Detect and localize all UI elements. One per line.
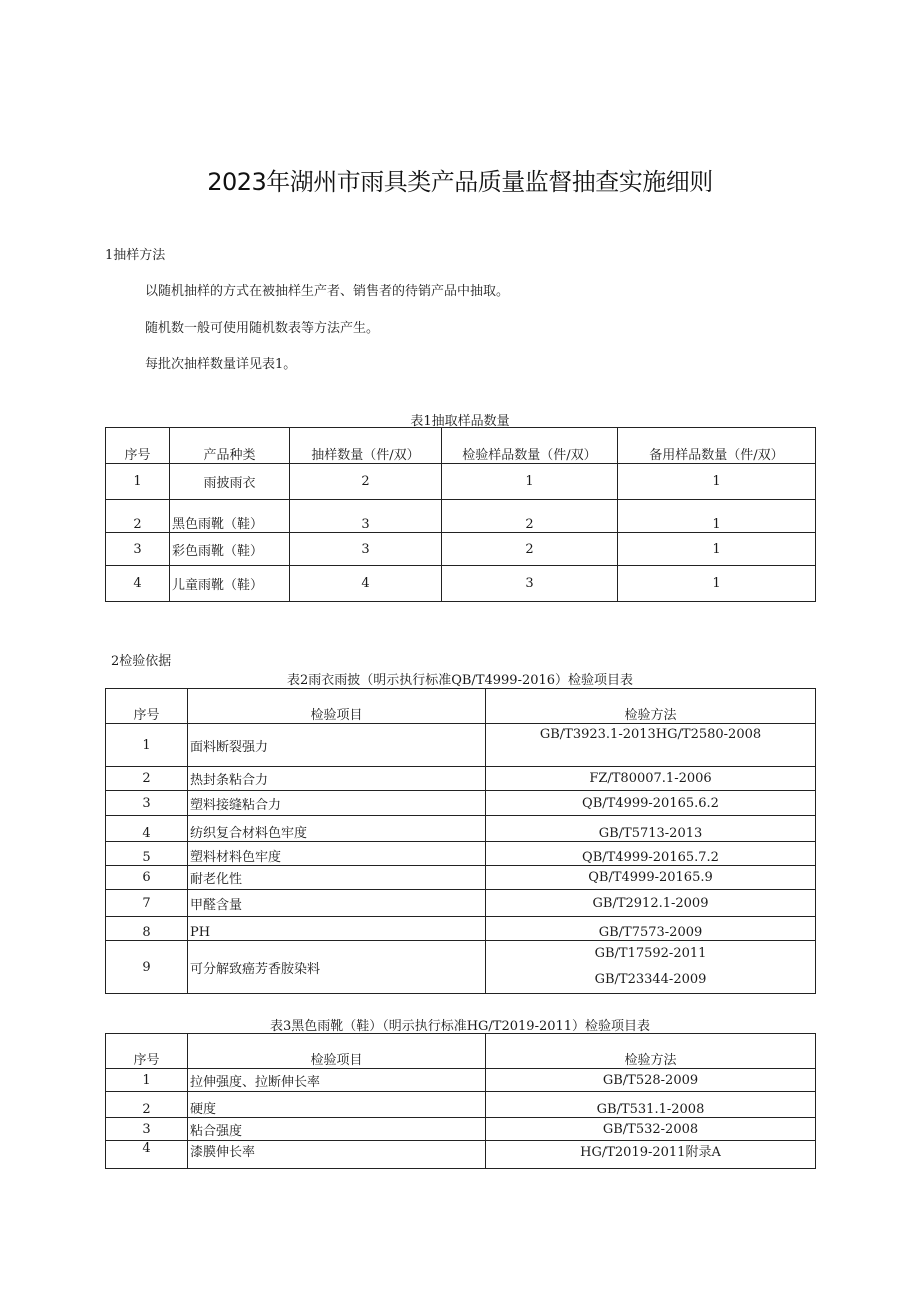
table-row xyxy=(106,1118,816,1141)
table-row xyxy=(106,767,816,791)
table-row xyxy=(106,464,816,500)
cell-test-item: 塑料接缝粘合力 xyxy=(188,791,486,816)
header-test-method: 检验方法 xyxy=(486,1034,816,1069)
cell-test-method: GB/T3923.1-2013HG/T2580-2008 xyxy=(486,724,816,767)
cell-test-item: 塑料材料色牢度 xyxy=(188,842,486,866)
cell-test-item: 拉伸强度、拉断伸长率 xyxy=(188,1069,486,1092)
cell-test-item: 甲醛含量 xyxy=(188,890,486,917)
method-line: GB/T23344-2009 xyxy=(594,972,707,987)
table-1-caption: 表1抽取样品数量 xyxy=(410,414,510,429)
document-title: 2023年湖州市雨具类产品质量监督抽查实施细则 xyxy=(207,168,713,196)
cell-test-method: FZ/T80007.1-2006 xyxy=(486,767,816,791)
cell-test-method: GB/T532-2008 xyxy=(486,1118,816,1141)
section-2-heading: 2检验依据 xyxy=(111,654,172,669)
cell-seq: 2 xyxy=(106,500,170,533)
cell-seq: 4 xyxy=(106,566,170,602)
cell-backup-qty: 1 xyxy=(618,500,816,533)
cell-test-item: 热封条粘合力 xyxy=(188,767,486,791)
header-seq: 序号 xyxy=(106,1034,188,1069)
cell-seq: 2 xyxy=(106,767,188,791)
cell-test-method xyxy=(486,941,816,994)
cell-seq: 8 xyxy=(106,917,188,941)
cell-test-item: 纺织复合材料色牢度 xyxy=(188,816,486,842)
cell-sampling-qty: 3 xyxy=(290,533,442,566)
cell-test-method: QB/T4999-20165.9 xyxy=(486,866,816,890)
cell-test-qty: 2 xyxy=(442,500,618,533)
cell-seq: 3 xyxy=(106,533,170,566)
table-row xyxy=(106,566,816,602)
table-row xyxy=(106,791,816,816)
cell-test-item: 漆膜伸长率 xyxy=(188,1141,486,1169)
cell-test-item: 可分解致癌芳香胺染料 xyxy=(188,941,486,994)
cell-test-method: QB/T4999-20165.6.2 xyxy=(486,791,816,816)
paragraph-random-number: 随机数一般可使用随机数表等方法产生。 xyxy=(145,321,380,336)
cell-seq: 1 xyxy=(106,724,188,767)
header-seq: 序号 xyxy=(106,689,188,724)
method-line: GB/T17592-2011 xyxy=(594,946,707,961)
cell-product: 黑色雨靴（鞋） xyxy=(170,500,290,533)
cell-test-method: GB/T2912.1-2009 xyxy=(486,890,816,917)
table-row xyxy=(106,1092,816,1118)
cell-test-qty: 2 xyxy=(442,533,618,566)
cell-test-item: 粘合强度 xyxy=(188,1118,486,1141)
cell-backup-qty: 1 xyxy=(618,566,816,602)
table-header-row xyxy=(106,1034,816,1069)
raincoat-test-items-table xyxy=(105,688,816,994)
table-header-row xyxy=(106,689,816,724)
cell-test-qty: 1 xyxy=(442,464,618,500)
paragraph-sample-quantity: 每批次抽样数量详见表1。 xyxy=(145,357,297,372)
header-test-item: 检验项目 xyxy=(188,689,486,724)
cell-seq: 4 xyxy=(106,816,188,842)
table-row xyxy=(106,866,816,890)
cell-seq: 9 xyxy=(106,941,188,994)
cell-test-method: GB/T528-2009 xyxy=(486,1069,816,1092)
cell-seq: 1 xyxy=(106,464,170,500)
cell-seq: 6 xyxy=(106,866,188,890)
cell-test-qty: 3 xyxy=(442,566,618,602)
cell-test-method: GB/T5713-2013 xyxy=(486,816,816,842)
table-row xyxy=(106,917,816,941)
cell-seq: 1 xyxy=(106,1069,188,1092)
table-row xyxy=(106,816,816,842)
cell-test-item: 面料断裂强力 xyxy=(188,724,486,767)
cell-test-item: PH xyxy=(188,917,486,941)
header-seq: 序号 xyxy=(106,428,170,464)
cell-sampling-qty: 3 xyxy=(290,500,442,533)
table-row xyxy=(106,533,816,566)
cell-seq: 5 xyxy=(106,842,188,866)
cell-backup-qty: 1 xyxy=(618,464,816,500)
cell-seq: 2 xyxy=(106,1092,188,1118)
table-row xyxy=(106,500,816,533)
header-test-method: 检验方法 xyxy=(486,689,816,724)
cell-seq: 3 xyxy=(106,1118,188,1141)
cell-test-item: 硬度 xyxy=(188,1092,486,1118)
header-backup-qty: 备用样品数量（件/双） xyxy=(618,428,816,464)
table-row xyxy=(106,941,816,994)
table-3-caption: 表3黑色雨靴（鞋）（明示执行标准HG/T2019-2011）检验项目表 xyxy=(269,1019,651,1034)
header-test-item: 检验项目 xyxy=(188,1034,486,1069)
cell-sampling-qty: 2 xyxy=(290,464,442,500)
table-row xyxy=(106,842,816,866)
table-row xyxy=(106,890,816,917)
cell-sampling-qty: 4 xyxy=(290,566,442,602)
cell-test-method: HG/T2019-2011附录A xyxy=(486,1141,816,1169)
header-sampling-qty: 抽样数量（件/双） xyxy=(290,428,442,464)
sample-quantity-table xyxy=(105,427,816,602)
paragraph-sampling-method: 以随机抽样的方式在被抽样生产者、销售者的待销产品中抽取。 xyxy=(145,284,510,299)
cell-test-method: QB/T4999-20165.7.2 xyxy=(486,842,816,866)
table-row xyxy=(106,1069,816,1092)
table-row xyxy=(106,1141,816,1169)
cell-seq: 4 xyxy=(106,1141,188,1169)
header-product-type: 产品种类 xyxy=(170,428,290,464)
cell-seq: 3 xyxy=(106,791,188,816)
black-boots-test-items-table xyxy=(105,1033,816,1169)
cell-test-item: 耐老化性 xyxy=(188,866,486,890)
cell-test-method: GB/T531.1-2008 xyxy=(486,1092,816,1118)
cell-product: 彩色雨靴（鞋） xyxy=(170,533,290,566)
table-row xyxy=(106,724,816,767)
cell-product: 儿童雨靴（鞋） xyxy=(170,566,290,602)
cell-backup-qty: 1 xyxy=(618,533,816,566)
cell-seq: 7 xyxy=(106,890,188,917)
cell-test-method: GB/T7573-2009 xyxy=(486,917,816,941)
header-test-qty: 检验样品数量（件/双） xyxy=(442,428,618,464)
section-1-heading: 1抽样方法 xyxy=(105,248,166,263)
cell-product: 雨披雨衣 xyxy=(170,464,290,500)
table-header-row xyxy=(106,428,816,464)
table-2-caption: 表2雨衣雨披（明示执行标准QB/T4999-2016）检验项目表 xyxy=(286,673,634,688)
